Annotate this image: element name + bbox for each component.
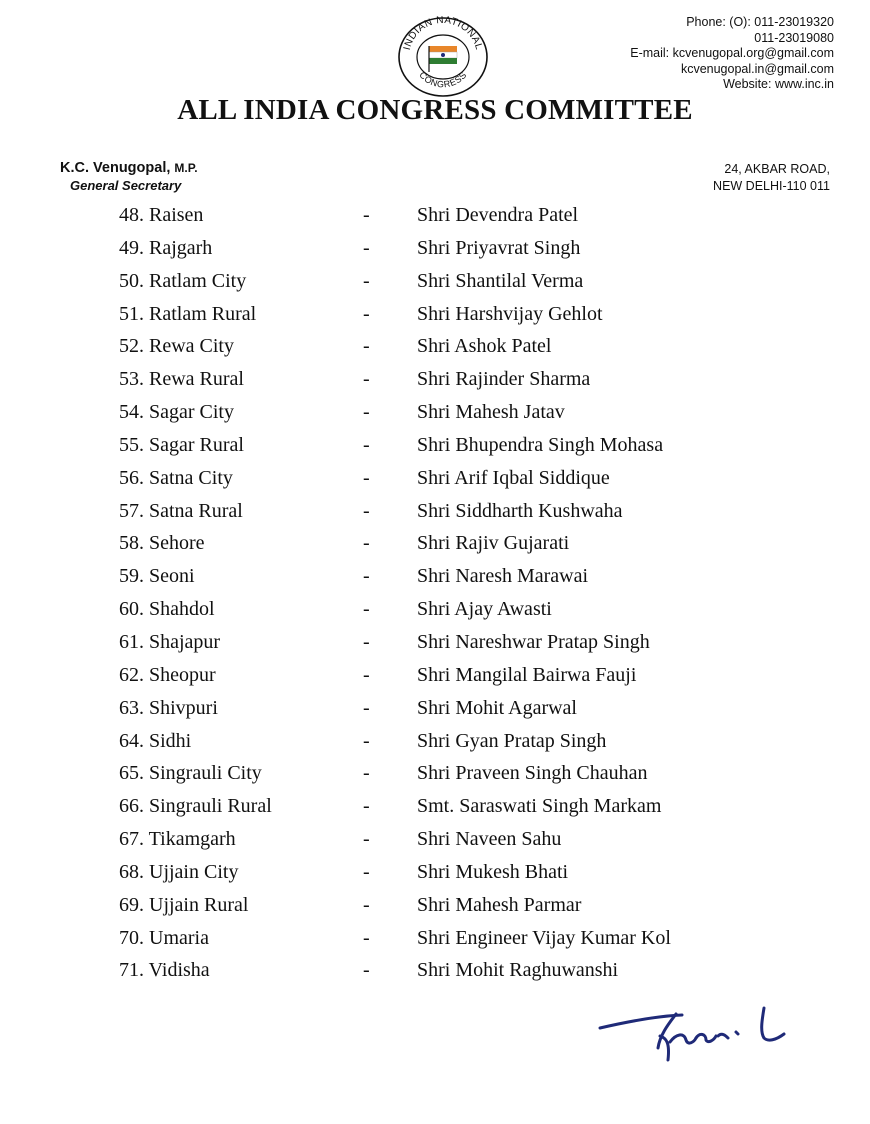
separator-dash: - (363, 696, 370, 719)
separator-dash: - (363, 565, 370, 588)
list-item (0, 724, 870, 757)
list-item (0, 789, 870, 822)
email-line: E-mail: kcvenugopal.org@gmail.com (630, 46, 834, 60)
list-item (0, 329, 870, 362)
list-item (0, 297, 870, 330)
svg-text:INDIAN NATIONAL (402, 15, 484, 51)
appointee-name: Shri Rajinder Sharma (417, 368, 591, 391)
emblem-top-text: INDIAN NATIONAL (401, 14, 485, 52)
list-item (0, 855, 870, 888)
address-line-1: 24, AKBAR ROAD, (724, 162, 830, 176)
district-name: 67. Tikamgarh (119, 828, 236, 851)
separator-dash: - (363, 729, 370, 752)
separator-dash: - (363, 795, 370, 818)
district-name: 58. Sehore (119, 532, 205, 555)
district-name: 69. Ujjain Rural (119, 893, 249, 916)
appointee-name: Shri Shantilal Verma (417, 269, 584, 292)
district-name: 62. Sheopur (119, 663, 216, 686)
district-name: 59. Seoni (119, 565, 195, 588)
list-item (0, 756, 870, 789)
appointee-name: Shri Ajay Awasti (417, 598, 552, 621)
list-item (0, 461, 870, 494)
appointee-name: Shri Naveen Sahu (417, 828, 562, 851)
appointee-name: Shri Ashok Patel (417, 335, 552, 358)
district-name: 53. Rewa Rural (119, 368, 244, 391)
appointee-name: Shri Devendra Patel (417, 204, 579, 226)
appointee-name: Smt. Saraswati Singh Markam (417, 795, 662, 818)
list-item (0, 526, 870, 559)
phone-line: Phone: (O): 011-23019320 (686, 15, 834, 29)
list-item (0, 691, 870, 724)
separator-dash: - (363, 335, 370, 358)
appointee-name: Shri Arif Iqbal Siddique (417, 466, 610, 489)
appointee-name: Shri Praveen Singh Chauhan (417, 762, 648, 785)
district-name: 52. Rewa City (119, 335, 234, 358)
separator-dash: - (363, 302, 370, 325)
separator-dash: - (363, 269, 370, 292)
district-name: 64. Sidhi (119, 729, 192, 752)
separator-dash: - (363, 663, 370, 686)
appointee-name: Shri Naresh Marawai (417, 565, 589, 588)
emblem-bottom-text: CONGRESS (417, 69, 469, 90)
sender-block (60, 160, 198, 193)
sender-suffix: M.P. (174, 161, 198, 175)
district-name: 51. Ratlam Rural (119, 302, 257, 325)
district-name: 66. Singrauli Rural (119, 795, 272, 818)
list-item (0, 231, 870, 264)
svg-text:CONGRESS (417, 70, 468, 90)
district-name: 56. Satna City (119, 466, 233, 489)
separator-dash: - (363, 762, 370, 785)
separator-dash: - (363, 828, 370, 851)
district-name: 60. Shahdol (119, 598, 215, 621)
list-item (0, 888, 870, 921)
sender-name (60, 160, 198, 176)
separator-dash: - (363, 204, 370, 226)
separator-dash: - (363, 893, 370, 916)
separator-dash: - (363, 466, 370, 489)
sender-role: General Secretary (70, 178, 182, 193)
website-line: Website: www.inc.in (723, 77, 834, 91)
office-address (713, 161, 830, 195)
appointee-name: Shri Priyavrat Singh (417, 236, 581, 259)
appointee-name: Shri Mohit Agarwal (417, 696, 577, 719)
district-name: 48. Raisen (119, 204, 204, 226)
list-item (0, 822, 870, 855)
list-item (0, 592, 870, 625)
appointee-name: Shri Mangilal Bairwa Fauji (417, 663, 637, 686)
list-item (0, 559, 870, 592)
separator-dash: - (363, 499, 370, 522)
separator-dash: - (363, 959, 370, 982)
list-item (0, 264, 870, 297)
district-name: 55. Sagar Rural (119, 433, 244, 456)
email-line-2: kcvenugopal.in@gmail.com (680, 61, 834, 76)
list-item (0, 395, 870, 428)
separator-dash: - (363, 368, 370, 391)
phone-line-2: 011-23019080 (754, 30, 834, 45)
district-name: 65. Singrauli City (119, 762, 262, 785)
separator-dash: - (363, 926, 370, 949)
appointee-name: Shri Nareshwar Pratap Singh (417, 630, 650, 653)
list-item (0, 921, 870, 954)
district-name: 61. Shajapur (119, 630, 221, 653)
separator-dash: - (363, 532, 370, 555)
list-item (0, 658, 870, 691)
district-name: 54. Sagar City (119, 401, 234, 424)
contact-block (630, 15, 834, 93)
district-name: 70. Umaria (119, 926, 209, 949)
address-line-2: NEW DELHI-110 011 (713, 179, 830, 193)
list-item (0, 362, 870, 395)
appointee-name: Shri Mahesh Parmar (417, 893, 582, 916)
sender-name-text: K.C. Venugopal, (60, 160, 171, 176)
organization-title: ALL INDIA CONGRESS COMMITTEE (177, 94, 693, 126)
appointment-list (0, 198, 870, 986)
list-item (0, 494, 870, 527)
appointee-name: Shri Rajiv Gujarati (417, 532, 570, 555)
appointee-name: Shri Engineer Vijay Kumar Kol (417, 926, 671, 949)
appointee-name: Shri Mahesh Jatav (417, 401, 565, 424)
list-item (0, 953, 870, 986)
flag-icon (429, 46, 457, 72)
separator-dash: - (363, 236, 370, 259)
district-name: 63. Shivpuri (119, 696, 218, 719)
list-item (0, 625, 870, 658)
appointee-name: Shri Bhupendra Singh Mohasa (417, 433, 664, 456)
separator-dash: - (363, 401, 370, 424)
district-name: 68. Ujjain City (119, 860, 239, 883)
handwritten-signature (596, 998, 796, 1068)
separator-dash: - (363, 598, 370, 621)
list-item (0, 428, 870, 461)
district-name: 71. Vidisha (119, 959, 210, 982)
district-name: 50. Ratlam City (119, 269, 247, 292)
list-item (0, 198, 870, 231)
separator-dash: - (363, 860, 370, 883)
appointee-name: Shri Gyan Pratap Singh (417, 729, 607, 752)
appointee-name: Shri Harshvijay Gehlot (417, 302, 603, 325)
separator-dash: - (363, 433, 370, 456)
congress-emblem-icon (393, 12, 493, 98)
appointee-name: Shri Mukesh Bhati (417, 860, 569, 883)
appointee-name: Shri Mohit Raghuwanshi (417, 959, 619, 982)
district-name: 57. Satna Rural (119, 499, 243, 522)
separator-dash: - (363, 630, 370, 653)
district-name: 49. Rajgarh (119, 236, 213, 259)
appointee-name: Shri Siddharth Kushwaha (417, 499, 623, 522)
